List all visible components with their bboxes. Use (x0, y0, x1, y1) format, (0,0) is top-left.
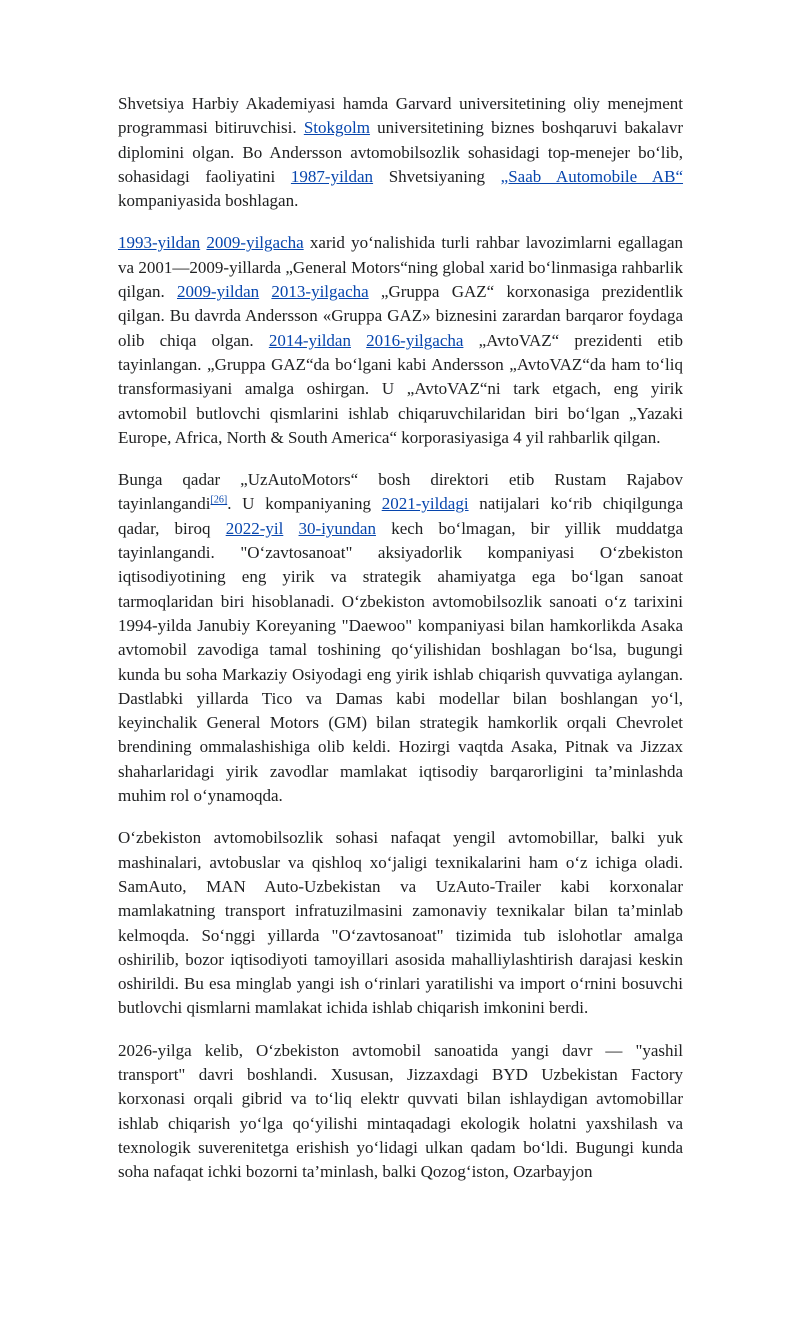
text-run: universitetining biznes boshqaruvi bakalavr diplomini olgan. Bo Andersson avtomobilsozlik sohasidagi top-menejer bo‘lib, sohasidagi faoliyatini (118, 118, 684, 186)
text-run: 2026-yilga kelib, O‘zbekiston avtomobil sanoatida yangi davr — "yashil transport" davri boshlandi. Xususan, Jizzaxdagi BYD Uzbekistan Factory korxonasi orqali gibrid va to‘liq elektr quvvati bilan ishlaydigan avtomobillar ishlab chiqarish yo‘lga qo‘yilishi mintaqadagi ekologik holatni yaxshilash va texnologik suverenitetga erishish yo‘lidagi ulkan qadam bo‘ldi. Bugungi kunda soha nafaqat ichki bozorni ta’minlash, balki Qozog‘iston, Ozarbayjon (118, 1040, 683, 1182)
text-run: Bunga qadar „UzAutoMotors“ bosh direktori etib Rustam Rajabov tayinlangandi (118, 470, 683, 514)
citation-link[interactable]: [26] (210, 494, 228, 506)
inline-link[interactable]: 2021-yildagi (381, 494, 469, 514)
text-run: „AvtoVAZ“ prezidenti etib tayinlangan. „Gruppa GAZ“da bo‘lgani kabi Andersson „AvtoVAZ“da ham to‘liq transformasiyani amalga oshirgan. U „AvtoVAZ“ni tark etgach, eng yirik avtomobil butlovchi qismlarini ishlab chiqaruvchilaridan biri bo‘lgan „Yazaki Europe, Africa, North & South America“ korporasiyasiga 4 yil rahbarlik qilgan. (118, 330, 683, 447)
text-run: natijalari ko‘rib chiqilgunga qadar, biroq (118, 494, 683, 538)
text-run: „Gruppa GAZ“ korxonasiga prezidentlik qilgan. Bu davrda Andersson «Gruppa GAZ» biznesini zarardan barqaror foydaga olib chiqa olgan. (118, 282, 683, 350)
inline-link[interactable]: „Saab Automobile AB“ (500, 166, 684, 186)
inline-link[interactable]: 1993-yildan (118, 233, 201, 253)
text-run: Shvetsiya Harbiy Akademiyasi hamda Garvard universitetining oliy menejment programmasi bitiruvchisi. (118, 94, 683, 138)
inline-link[interactable]: 2016-yilgacha (366, 330, 464, 350)
paragraph-5 (118, 1039, 683, 1185)
text-run: Shvetsiyaning (373, 166, 501, 186)
inline-link[interactable]: 1987-yildan (290, 166, 374, 186)
paragraph-1 (118, 92, 683, 213)
inline-link[interactable]: 30-iyundan (298, 518, 376, 538)
inline-link[interactable]: 2009-yildan (177, 282, 260, 302)
inline-link[interactable]: Stokgolm (303, 118, 370, 138)
text-run (259, 282, 271, 301)
citation-ref[interactable] (211, 495, 228, 506)
paragraph-2 (118, 231, 683, 450)
text-run (283, 519, 298, 538)
text-run: kompaniyasida boshlagan. (118, 191, 299, 211)
inline-link[interactable]: 2009-yilgacha (206, 233, 304, 253)
paragraph-3 (118, 468, 683, 808)
text-run (351, 331, 366, 350)
inline-link[interactable]: 2013-yilgacha (271, 282, 369, 302)
article-body (118, 92, 683, 1202)
text-run: O‘zbekiston avtomobilsozlik sohasi nafaqat yengil avtomobillar, balki yuk mashinalari, avtobuslar va qishloq xo‘jaligi texnikalarini ham o‘z ichiga oladi. SamAuto, MAN Auto-Uzbekistan va UzAuto-Trailer kabi korxonalar mamlakatning transport infratuzilmasini zamonaviy texnikalar bilan ta’minlab kelmoqda. So‘nggi yillarda "O‘zavtosanoat" tizimida tub islohotlar amalga oshirilib, bozor iqtisodiyoti tamoyillari asosida mahalliylashtirish darajasi keskin oshirildi. Bu esa minglab yangi ish o‘rinlari yaratilishi va import o‘rnini bosuvchi butlovchi qismlarni mamlakat ichida ishlab chiqarish imkonini berdi. (118, 828, 683, 1018)
text-run: xarid yo‘nalishida turli rahbar lavozimlarni egallagan va 2001—2009-yillarda „General Motors“ning global xarid bo‘linmasiga rahbarlik qilgan. (118, 233, 683, 302)
paragraph-4 (118, 826, 683, 1020)
text-run: kech bo‘lmagan, bir yillik muddatga tayinlangandi. "O‘zavtosanoat" aksiyadorlik kompaniyasi O‘zbekiston iqtisodiyotining eng yirik va strategik ahamiyatga ega bo‘lgan sanoat tarmoqlaridan biri hisoblanadi. O‘zbekiston avtomobilsozlik sanoati o‘z tarixini 1994-yilda Janubiy Koreyaning "Daewoo" kompaniyasi bilan hamkorlikda Asaka avtomobil zavodiga tamal toshining qo‘yilishidan boshlagan bo‘lsa, bugungi kunda bu soha Markaziy Osiyodagi eng yirik ishlab chiqarish quvvatiga aylangan. Dastlabki yillarda Tico va Damas kabi modellar bilan boshlangan yo‘l, keyinchalik General Motors (GM) bilan strategik hamkorlik orqali Chevrolet brendining ommalashishiga olib keldi. Hozirgi vaqtda Asaka, Pitnak va Jizzax shaharlaridagi yirik zavodlar mamlakat iqtisodiy barqarorligini ta’minlashda muhim rol o‘ynamoqda. (118, 518, 683, 806)
inline-link[interactable]: 2022-yil (225, 518, 284, 538)
inline-link[interactable]: 2014-yildan (268, 330, 351, 350)
text-run: . U kompaniyaning (227, 494, 382, 514)
